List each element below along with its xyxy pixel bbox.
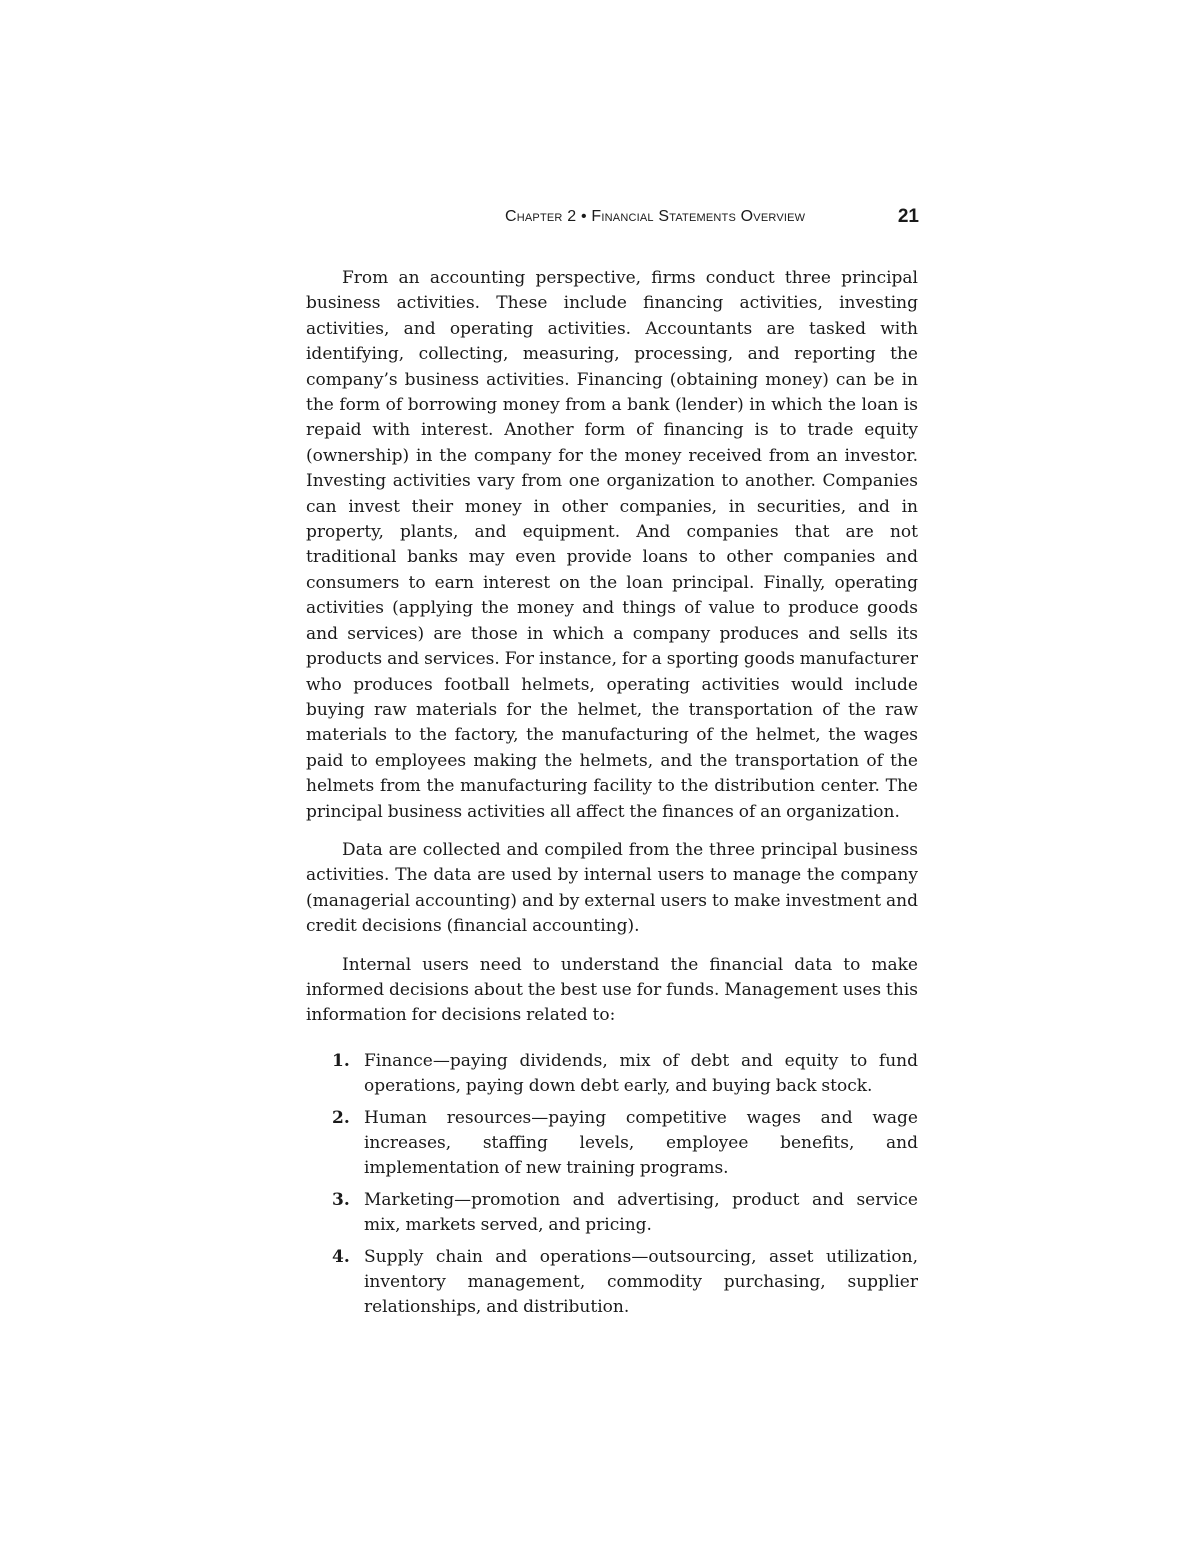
list-item [306,1106,918,1182]
paragraph-business-activities: From an accounting perspective, firms conduct three principal business activities. These include financing activities, investing activities, and operating activities. Accountants are tasked with identifying, collecting, measuring, processing, and reporting the company’s business activities. Financing (obtaining money) can be in the form of borrowing money from a bank (lender) in which the loan is repaid with interest. Another form of financing is to trade equity (ownership) in the company for the money received from an investor. Investing activities vary from one organization to another. Companies can invest their money in other companies, in securities, and in property, plants, and equipment. And companies that are not traditional banks may even provide loans to other companies and consumers to earn interest on the loan principal. Finally, operating activities (applying the money and things of value to produce goods and services) are those in which a company produces and sells its products and services. For instance, for a sporting goods manufacturer who produces football helmets, operating activities would include buying raw materials for the helmet, the transportation of the raw materials to the factory, the manufacturing of the helmet, the wages paid to employees making the helmets, and the transportation of the helmets from the manufacturing facility to the distribution center. The principal business activities all affect the finances of an organization. [306,268,918,822]
paragraph-internal-users: Internal users need to understand the financial data to make informed decisions about the best use for funds. Management uses this information for decisions related to: [306,954,918,1026]
list-item-number: 4. [332,1246,350,1267]
list-item-text: Marketing—promotion and advertising, product and service mix, markets served, and pricing. [364,1189,918,1236]
list-item-text: Human resources—paying competitive wages and wage increases, staffing levels, employee benefits, and implementation of new training programs. [364,1107,918,1179]
list-item-text: Supply chain and operations—outsourcing, asset utilization, inventory management, commodity purchasing, supplier relationships, and distribution. [364,1246,918,1318]
list-item-number: 2. [332,1107,350,1128]
list-item [306,1245,918,1321]
decision-list [306,1049,918,1321]
page-number: 21 [897,206,919,227]
list-item-number: 1. [332,1050,350,1071]
running-head [505,206,919,232]
running-head-title: Chapter 2 • Financial Statements Overview [505,208,806,225]
list-item-text: Finance—paying dividends, mix of debt and equity to fund operations, paying down debt early, and buying back stock. [364,1050,918,1097]
list-item-number: 3. [332,1189,350,1210]
paragraph-data-users: Data are collected and compiled from the three principal business activities. The data are used by internal users to manage the company (managerial accounting) and by external users to make investment and credit decisions (financial accounting). [306,839,918,937]
body-text [306,266,918,1327]
list-item [306,1049,918,1100]
list-item [306,1188,918,1239]
